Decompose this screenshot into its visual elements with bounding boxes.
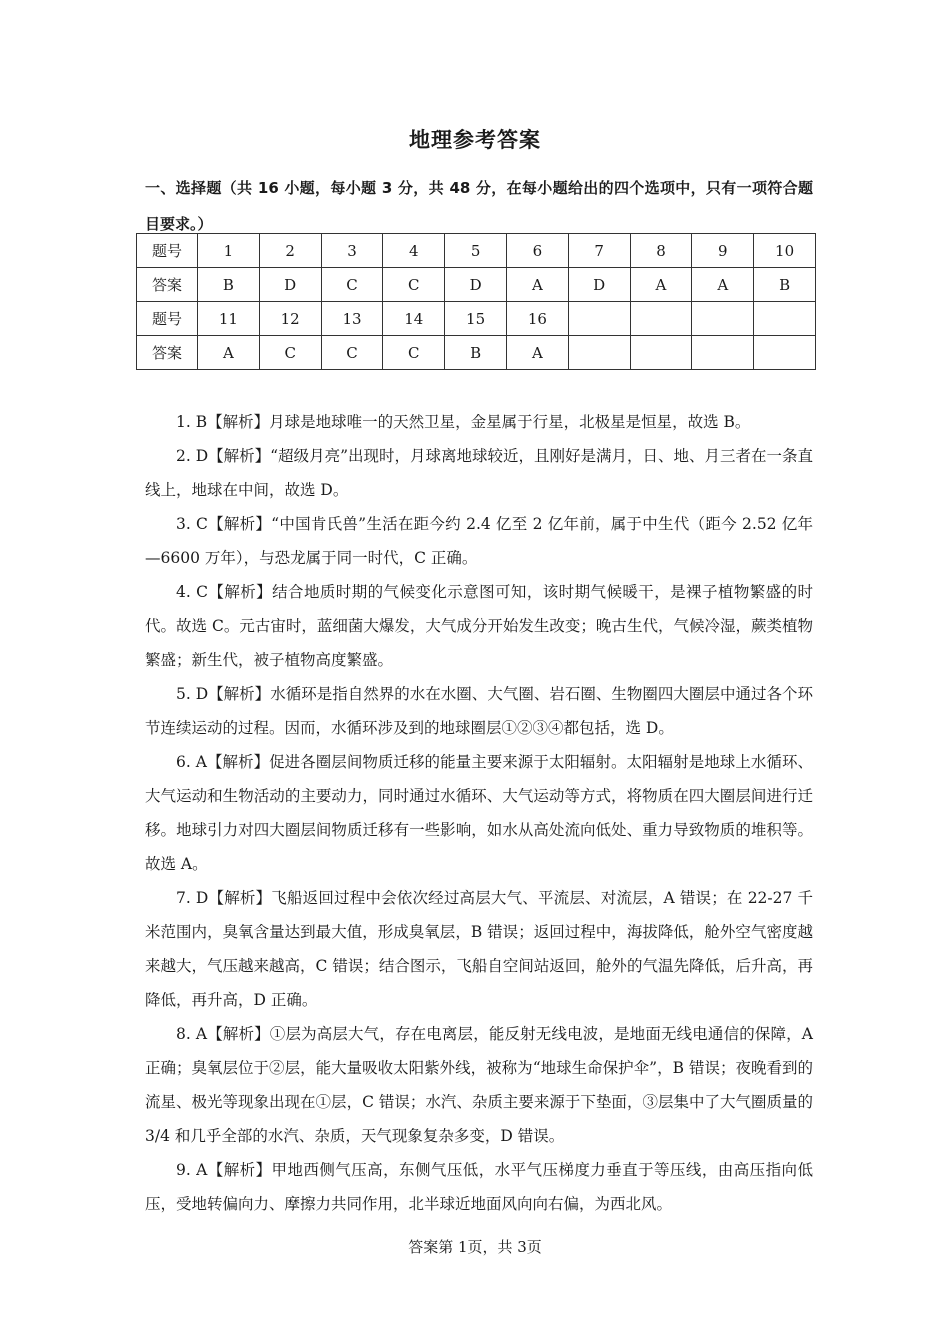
page-title: 地理参考答案 — [409, 128, 541, 152]
table-cell — [630, 336, 692, 370]
table-cell: 6 — [506, 234, 568, 268]
table-cell: A — [506, 268, 568, 302]
table-cell: C — [321, 268, 383, 302]
explanation-paragraph: 5. D【解析】水循环是指自然界的水在水圈、大气圈、岩石圈、生物圈四大圈层中通过各个环节连续运动的过程。因而，水循环涉及到的地球圈层①②③④都包括，选 D。 — [145, 685, 813, 737]
table-cell — [630, 302, 692, 336]
explanation-paragraph: 7. D【解析】飞船返回过程中会依次经过高层大气、平流层、对流层，A 错误；在 22-27 千米范围内，臭氧含量达到最大值，形成臭氧层，B 错误；返回过程中，海拔降低，舱外空气密度越来越大，气压越来越高，C 错误；结合图示，飞船自空间站返回，舱外的气温先降低，后升高，再降低，再升高，D 正确。 — [145, 889, 813, 1009]
table-cell: 7 — [568, 234, 630, 268]
table-cell: 14 — [383, 302, 445, 336]
table-cell: A — [506, 336, 568, 370]
table-cell — [754, 302, 816, 336]
table-cell: 题号 — [137, 234, 198, 268]
explanation-paragraph: 8. A【解析】①层为高层大气，存在电离层，能反射无线电波，是地面无线电通信的保障，A 正确；臭氧层位于②层，能大量吸收太阳紫外线，被称为“地球生命保护伞”，B 错误；夜晚看到的流星、极光等现象出现在①层，C 错误；水汽、杂质主要来源于下垫面，③层集中了大气圈质量的 3/4 和几乎全部的水汽、杂质，天气现象复杂多变，D 错误。 — [145, 1025, 813, 1145]
table-cell — [568, 302, 630, 336]
table-cell — [692, 302, 754, 336]
table-row — [137, 302, 816, 336]
table-cell: A — [630, 268, 692, 302]
table-cell: 5 — [445, 234, 507, 268]
table-row — [137, 234, 816, 268]
table-cell: 10 — [754, 234, 816, 268]
table-cell: 13 — [321, 302, 383, 336]
table-cell: C — [321, 336, 383, 370]
table-cell — [692, 336, 754, 370]
table-row — [137, 336, 816, 370]
table-cell: 8 — [630, 234, 692, 268]
explanation-paragraph: 3. C【解析】“中国肯氏兽”生活在距今约 2.4 亿至 2 亿年前，属于中生代（距今 2.52 亿年—6600 万年），与恐龙属于同一时代，C 正确。 — [145, 515, 813, 567]
answer-table — [136, 233, 816, 370]
table-cell: B — [198, 268, 260, 302]
table-cell: D — [568, 268, 630, 302]
table-cell: A — [198, 336, 260, 370]
table-cell: 答案 — [137, 336, 198, 370]
table-cell — [754, 336, 816, 370]
table-cell: D — [259, 268, 321, 302]
table-cell: C — [259, 336, 321, 370]
table-cell: B — [754, 268, 816, 302]
answer-table-body — [137, 234, 816, 370]
explanation-paragraph: 1. B【解析】月球是地球唯一的天然卫星，金星属于行星，北极星是恒星，故选 B。 — [176, 413, 751, 431]
table-cell: 3 — [321, 234, 383, 268]
table-cell: 12 — [259, 302, 321, 336]
table-cell: B — [445, 336, 507, 370]
explanation-paragraph: 6. A【解析】促进各圈层间物质迁移的能量主要来源于太阳辐射。太阳辐射是地球上水循环、大气运动和生物活动的主要动力，同时通过水循环、大气运动等方式，将物质在四大圈层间进行迁移。地球引力对四大圈层间物质迁移有一些影响，如水从高处流向低处、重力导致物质的堆积等。故选 A。 — [145, 753, 813, 873]
table-cell: A — [692, 268, 754, 302]
table-cell: 题号 — [137, 302, 198, 336]
table-cell: 15 — [445, 302, 507, 336]
table-cell: D — [445, 268, 507, 302]
explanation-paragraph: 9. A【解析】甲地西侧气压高，东侧气压低，水平气压梯度力垂直于等压线，由高压指向低压，受地转偏向力、摩擦力共同作用，北半球近地面风向向右偏，为西北风。 — [145, 1161, 813, 1213]
table-cell: 1 — [198, 234, 260, 268]
section-heading: 一、选择题（共 16 小题，每小题 3 分，共 48 分，在每小题给出的四个选项中，只有一项符合题目要求。） — [145, 179, 813, 233]
table-cell: 2 — [259, 234, 321, 268]
table-cell: 答案 — [137, 268, 198, 302]
explanation-paragraph: 4. C【解析】结合地质时期的气候变化示意图可知，该时期气候暖干，是裸子植物繁盛的时代。故选 C。元古宙时，蓝细菌大爆发，大气成分开始发生改变；晚古生代，气候冷湿，蕨类植物繁盛；新生代，被子植物高度繁盛。 — [145, 583, 813, 669]
explanation-paragraph: 2. D【解析】“超级月亮”出现时，月球离地球较近，且刚好是满月，日、地、月三者在一条直线上，地球在中间，故选 D。 — [145, 447, 813, 499]
table-cell: 4 — [383, 234, 445, 268]
table-cell — [568, 336, 630, 370]
table-cell: 11 — [198, 302, 260, 336]
table-cell: 16 — [506, 302, 568, 336]
page-footer: 答案第 1页，共 3页 — [408, 1238, 542, 1256]
table-row — [137, 268, 816, 302]
explanations — [145, 405, 813, 1221]
table-cell: C — [383, 336, 445, 370]
table-cell: C — [383, 268, 445, 302]
table-cell: 9 — [692, 234, 754, 268]
